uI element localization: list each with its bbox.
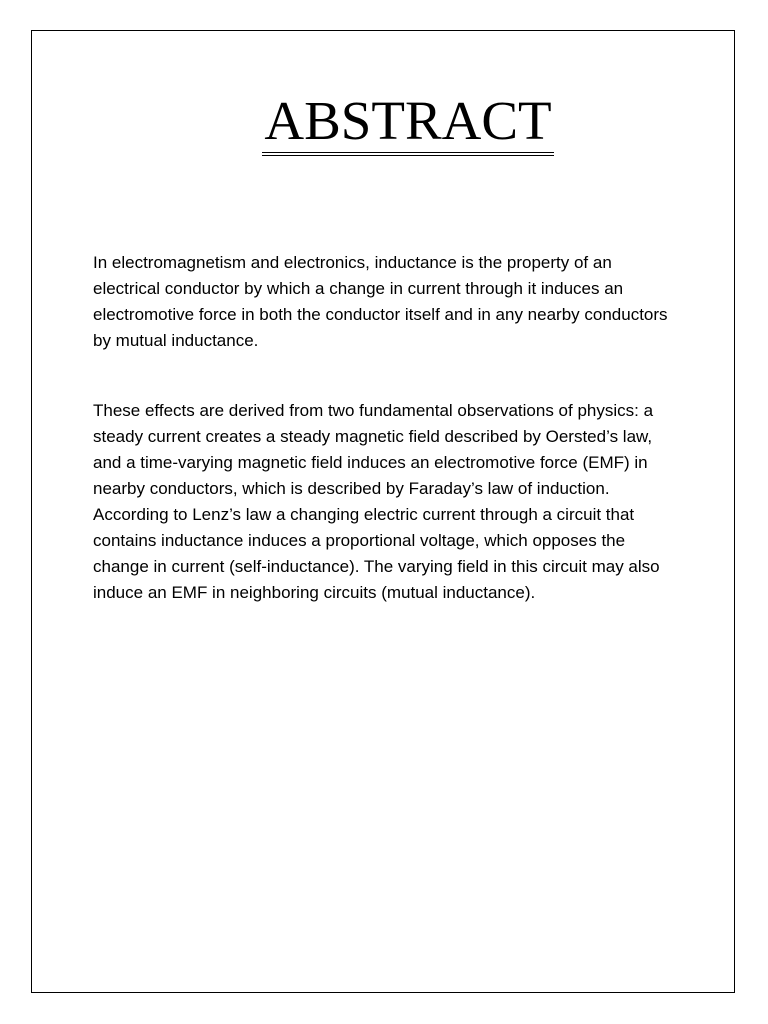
paragraph-2: These effects are derived from two fundamental observations of physics: a steady current creates a steady magnetic field described by Oersted’s law, and a time-varying magnetic field induces an electromotive force (EMF) in nearby conductors, which is described by Faraday’s law of induction. According to Lenz’s law a changing electric current through a circuit that contains inductance induces a proportional voltage, which opposes the change in current (self-inductance). The varying field in this circuit may also induce an EMF in neighboring circuits (mutual inductance). [93,401,660,602]
paragraph-1: In electromagnetism and electronics, inductance is the property of an electrical conductor by which a change in current through it induces an electromotive force in both the conductor itself and in any nearby conductors by mutual inductance. [93,253,668,350]
title-container [0,92,768,156]
page-title: ABSTRACT [262,92,553,156]
abstract-body [93,250,683,606]
